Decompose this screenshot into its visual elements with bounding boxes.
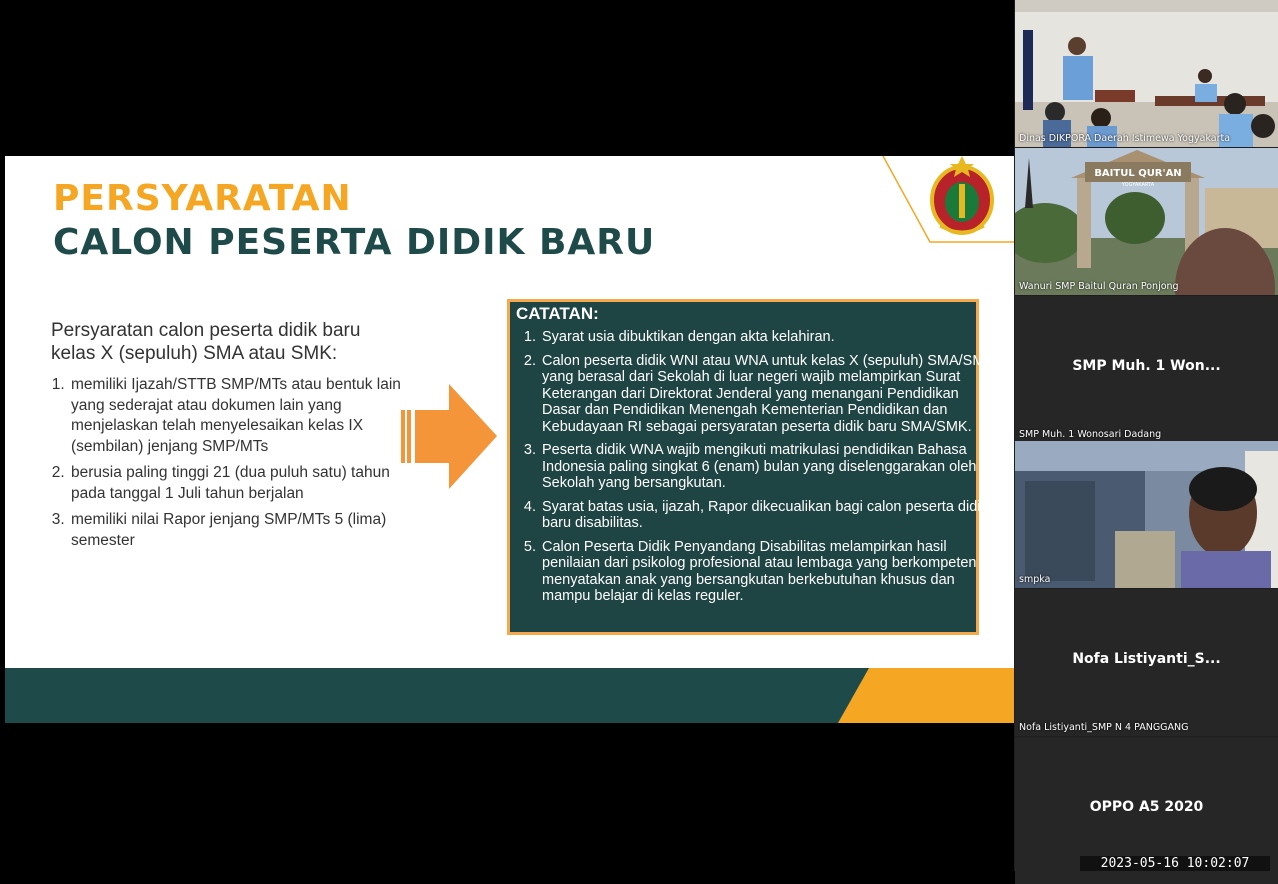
requirement-item: 1. memiliki Ijazah/STTB SMP/MTs atau bentuk lain yang sederajat atau dokumen lain yang menjelaskan telah menyelesaikan kelas IX (sembilan) jenjang SMP/MTs — [69, 375, 414, 457]
requirements-intro: Persyaratan calon peserta didik baru kelas X (sepuluh) SMA atau SMK: — [51, 320, 361, 364]
participant-tile[interactable] — [1015, 0, 1278, 147]
arrow-icon — [401, 384, 497, 489]
participant-tile[interactable] — [1015, 589, 1278, 736]
participant-label: Nofa Listiyanti_SMP N 4 PANGGANG — [1019, 722, 1189, 733]
notes-list — [516, 329, 998, 612]
participant-tile[interactable] — [1015, 148, 1278, 295]
participant-video — [1015, 0, 1278, 147]
participant-label: SMP Muh. 1 Wonosari Dadang — [1019, 429, 1162, 440]
participant-tile[interactable] — [1015, 296, 1278, 443]
requirement-item: 3. memiliki nilai Rapor jenjang SMP/MTs 5 (lima) semester — [69, 510, 414, 551]
participant-name: SMP Muh. 1 Won... — [1072, 358, 1221, 374]
participant-label: Wanuri SMP Baitul Quran Ponjong — [1019, 281, 1179, 292]
footer-accent — [5, 668, 1014, 723]
note-item: 1. Syarat usia dibuktikan dengan akta kelahiran. — [540, 329, 998, 346]
participant-label: Dinas DIKPORA Daerah Istimewa Yogyakarta — [1019, 133, 1231, 144]
participant-name: OPPO A5 2020 — [1089, 799, 1204, 815]
slide-title-line2: CALON PESERTA DIDIK BARU — [53, 222, 656, 263]
note-item: 5. Calon Peserta Didik Penyandang Disabilitas melampirkan hasil penilaian dari psikolog profesional atau lembaga yang berkompeten menyatakan anak yang bersangkutan berkebutuhan khusus dan mampu belajar di kelas reguler. — [540, 539, 998, 605]
participant-video — [1015, 441, 1278, 588]
participant-gallery[interactable] — [1014, 0, 1278, 871]
notes-box — [507, 299, 995, 635]
note-item: 4. Syarat batas usia, ijazah, Rapor dikecualikan bagi calon peserta didik baru disabilitas. — [540, 499, 998, 532]
notes-title: CATATAN: — [516, 304, 599, 323]
requirements-list — [51, 375, 414, 557]
participant-name: Nofa Listiyanti_S... — [1072, 651, 1221, 667]
participant-tile[interactable] — [1015, 441, 1278, 588]
presentation-slide — [5, 156, 1014, 723]
gate-sign: BAITUL QUR'AN — [1094, 168, 1182, 179]
note-item: 2. Calon peserta didik WNI atau WNA untuk kelas X (sepuluh) SMA/SMK yang berasal dari Sekolah di luar negeri wajib melampirkan Surat Keterangan dari Direktorat Jenderal yang menangani Pendidikan Dasar dan Pendidikan Menengah Kementerian Pendidikan dan Kebudayaan RI sebagai persyaratan peserta didik baru SMA/SMK. — [540, 353, 998, 436]
slide-footer-bar — [5, 668, 1014, 723]
logo-icon — [932, 156, 992, 233]
note-item: 3. Peserta didik WNA wajib mengikuti matrikulasi pendidikan Bahasa Indonesia paling singkat 6 (enam) bulan yang diselenggarakan oleh Sekolah yang bersangkutan. — [540, 442, 998, 492]
timestamp-overlay: 2023-05-16 10:02:07 — [1080, 856, 1270, 871]
participant-label: smpka — [1019, 574, 1051, 585]
requirement-item: 2. berusia paling tinggi 21 (dua puluh satu) tahun pada tanggal 1 Juli tahun berjalan — [69, 463, 414, 504]
slide-title-line1: PERSYARATAN — [53, 178, 352, 219]
gate-subsign: YOGYAKARTA — [1121, 182, 1155, 188]
participant-video — [1015, 148, 1278, 295]
